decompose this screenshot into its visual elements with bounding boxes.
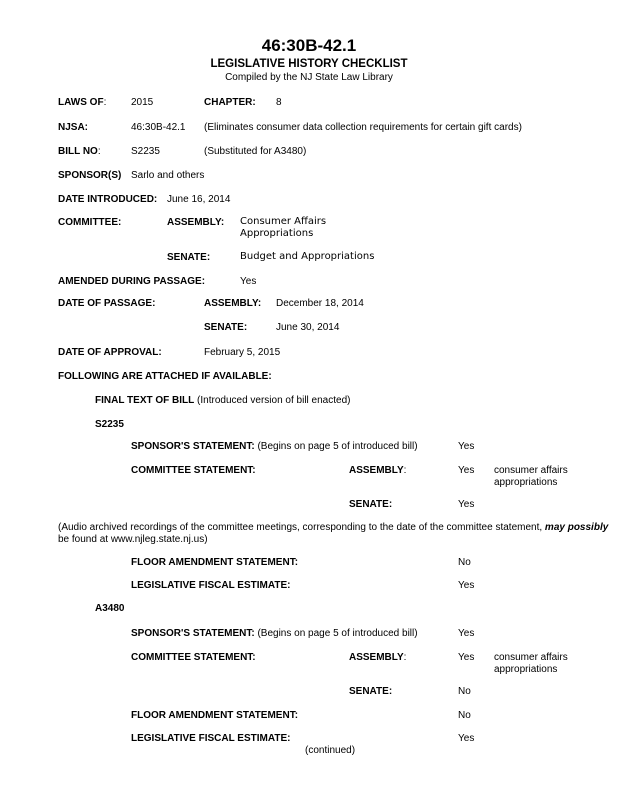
passage-assembly-value: December 18, 2014 xyxy=(276,298,364,309)
bill-no-label: BILL NO: xyxy=(58,146,101,157)
committee-senate-label: SENATE: xyxy=(167,252,211,263)
s2235-fiscal-label: LEGISLATIVE FISCAL ESTIMATE: xyxy=(131,580,291,591)
s2235-committee-statement: COMMITTEE STATEMENT: xyxy=(131,465,256,476)
a3480-assembly-label: ASSEMBLY: xyxy=(349,652,407,663)
s2235-senate-label: SENATE: xyxy=(349,499,393,510)
a3480-sponsor-statement: SPONSOR'S STATEMENT: (Begins on page 5 of introduced bill) xyxy=(131,628,418,639)
compiled-by: Compiled by the NJ State Law Library xyxy=(225,72,393,83)
passage-senate-label: SENATE: xyxy=(204,322,248,333)
chapter-label: CHAPTER: xyxy=(204,97,256,108)
checklist-title: LEGISLATIVE HISTORY CHECKLIST xyxy=(210,58,408,70)
s2235-sponsor-statement: SPONSOR'S STATEMENT: (Begins on page 5 of introduced bill) xyxy=(131,441,418,452)
njsa-label: NJSA: xyxy=(58,122,89,133)
final-text: FINAL TEXT OF BILL (Introduced version of bill enacted) xyxy=(95,395,351,406)
bill-no-note: (Substituted for A3480) xyxy=(204,146,307,157)
njsa-value: 46:30B-42.1 xyxy=(131,122,186,133)
a3480-floor-label: FLOOR AMENDMENT STATEMENT: xyxy=(131,710,299,721)
njsa-note: (Eliminates consumer data collection requirements for certain gift cards) xyxy=(204,122,522,133)
date-introduced-value: June 16, 2014 xyxy=(167,194,231,205)
a3480-fiscal-value: Yes xyxy=(458,733,475,744)
a3480-senate-label: SENATE: xyxy=(349,686,393,697)
audio-note-line1: (Audio archived recordings of the committee meetings, corresponding to the date of the committee statement, may possibly xyxy=(58,522,609,533)
s2235-floor-label: FLOOR AMENDMENT STATEMENT: xyxy=(131,557,299,568)
a3480-assembly-comm2: appropriations xyxy=(494,664,558,675)
statute-number: 46:30B-42.1 xyxy=(261,36,357,55)
approval-label: DATE OF APPROVAL: xyxy=(58,347,162,358)
a3480-floor-value: No xyxy=(458,710,471,721)
a3480-assembly-value: Yes xyxy=(458,652,475,663)
a3480-assembly-comm1: consumer affairs xyxy=(494,652,568,663)
s2235-fiscal-value: Yes xyxy=(458,580,475,591)
committee-senate-value: Budget and Appropriations xyxy=(240,251,375,262)
passage-label: DATE OF PASSAGE: xyxy=(58,298,156,309)
committee-assembly-line1: Consumer Affairs xyxy=(240,216,327,227)
passage-senate-value: June 30, 2014 xyxy=(276,322,340,333)
committee-label: COMMITTEE: xyxy=(58,217,122,228)
amended-label: AMENDED DURING PASSAGE: xyxy=(58,276,206,287)
s2235-floor-value: No xyxy=(458,557,471,568)
s2235-assembly-comm1: consumer affairs xyxy=(494,465,568,476)
continued-note: (continued) xyxy=(305,745,356,756)
approval-value: February 5, 2015 xyxy=(204,347,281,358)
chapter-value: 8 xyxy=(276,97,282,108)
a3480-committee-statement: COMMITTEE STATEMENT: xyxy=(131,652,256,663)
s2235-assembly-value: Yes xyxy=(458,465,475,476)
a3480-heading: A3480 xyxy=(95,603,125,614)
committee-assembly-line2: Appropriations xyxy=(240,228,314,239)
a3480-senate-value: No xyxy=(458,686,471,697)
amended-value: Yes xyxy=(240,276,257,287)
sponsors-label: SPONSOR(S) xyxy=(58,170,122,181)
s2235-assembly-label: ASSEMBLY: xyxy=(349,465,407,476)
date-introduced-label: DATE INTRODUCED: xyxy=(58,194,158,205)
s2235-assembly-comm2: appropriations xyxy=(494,477,558,488)
a3480-fiscal-label: LEGISLATIVE FISCAL ESTIMATE: xyxy=(131,733,291,744)
s2235-heading: S2235 xyxy=(95,419,124,430)
committee-assembly-label: ASSEMBLY: xyxy=(167,217,225,228)
laws-of-value: 2015 xyxy=(131,97,154,108)
s2235-sponsor-value: Yes xyxy=(458,441,475,452)
bill-no-value: S2235 xyxy=(131,146,160,157)
laws-of-label: LAWS OF: xyxy=(58,97,107,108)
s2235-senate-value: Yes xyxy=(458,499,475,510)
passage-assembly-label: ASSEMBLY: xyxy=(204,298,262,309)
attached-header: FOLLOWING ARE ATTACHED IF AVAILABLE: xyxy=(58,371,272,382)
a3480-sponsor-value: Yes xyxy=(458,628,475,639)
audio-note-line2: be found at www.njleg.state.nj.us) xyxy=(58,534,208,545)
sponsors-value: Sarlo and others xyxy=(131,170,205,181)
